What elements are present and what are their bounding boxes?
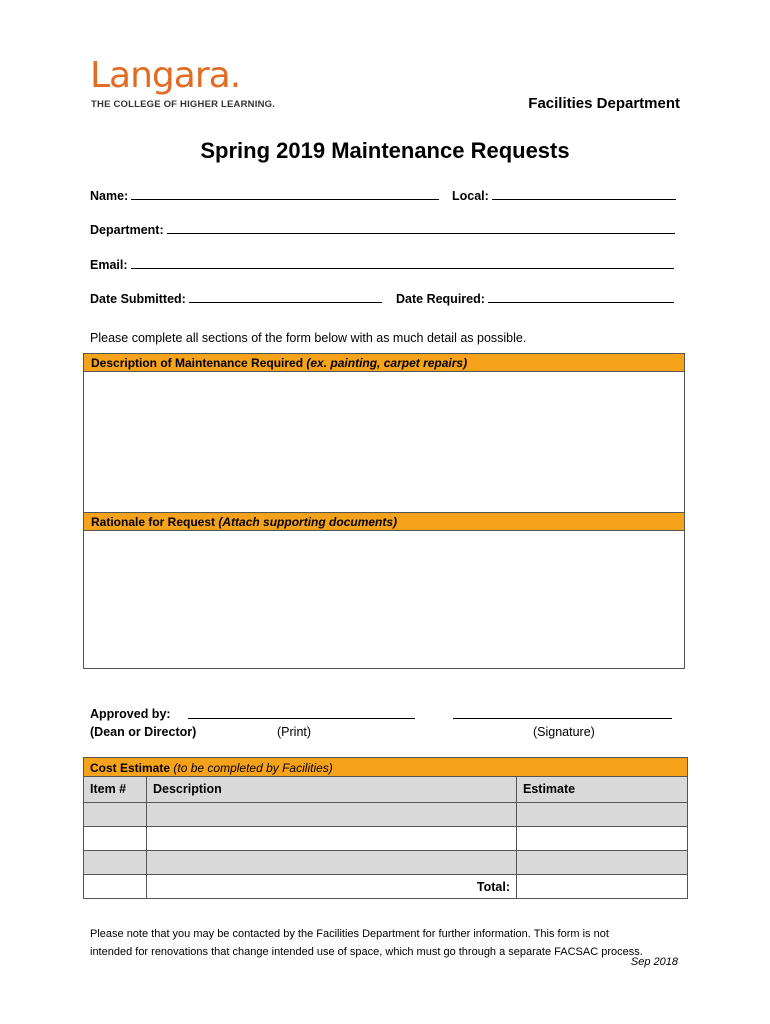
rationale-label: Rationale for Request [91,515,216,529]
item-cell[interactable] [84,851,147,875]
name-label: Name: [90,189,129,203]
langara-logo: Langara. [90,55,241,96]
rationale-section [83,512,685,669]
item-cell [84,875,147,899]
total-row [84,875,688,899]
description-section [83,353,685,513]
date-submitted-row [90,291,382,306]
date-required-field[interactable] [488,291,674,303]
logo-tagline: THE COLLEGE OF HIGHER LEARNING. [91,99,276,110]
department-field[interactable] [167,222,675,234]
email-row [90,257,674,272]
cost-estimate-table [83,757,687,899]
name-row [90,188,439,203]
email-label: Email: [90,258,128,272]
name-field[interactable] [131,188,439,200]
footer-note-line1: Please note that you may be contacted by the Facilities Department for further information. This form is not [90,928,609,940]
description-hint: (ex. painting, carpet repairs) [306,356,468,370]
description-cell[interactable] [147,827,517,851]
local-field[interactable] [492,188,676,200]
email-field[interactable] [131,257,674,269]
approver-role-label: (Dean or Director) [90,725,197,739]
print-caption: (Print) [277,725,312,739]
estimate-cell[interactable] [517,851,688,875]
table-row [84,851,688,875]
item-cell[interactable] [84,827,147,851]
instructions-text: Please complete all sections of the form below with as much detail as possible. [90,331,527,345]
col-header-item: Item # [84,777,147,803]
description-label: Description of Maintenance Required [91,356,304,370]
footer-note-line2: intended for renovations that change intended use of space, which must go through a separate FACSAC process. [90,946,643,958]
estimate-cell[interactable] [517,803,688,827]
item-cell[interactable] [84,803,147,827]
rationale-header [84,513,684,531]
revision-date: Sep 2018 [630,956,678,968]
signature-caption: (Signature) [533,725,595,739]
col-header-description: Description [147,777,517,803]
description-header [84,354,684,372]
table-row [84,827,688,851]
signature-line[interactable] [453,718,672,719]
total-label: Total: [147,875,517,899]
print-name-line[interactable] [188,718,415,719]
description-input-area[interactable] [84,372,684,512]
cost-estimate-hint: (to be completed by Facilities) [173,760,333,775]
description-cell[interactable] [147,803,517,827]
cost-estimate-title: Cost Estimate [90,760,171,775]
estimate-cell[interactable] [517,827,688,851]
table-row [84,803,688,827]
total-estimate-cell[interactable] [517,875,688,899]
description-cell[interactable] [147,851,517,875]
date-required-label: Date Required: [396,292,485,306]
local-label: Local: [452,189,489,203]
cost-estimate-header [84,758,688,777]
department-label: Department: [90,223,164,237]
approved-by-label: Approved by: [90,707,171,721]
local-row [452,188,676,203]
department-row [90,222,675,237]
form-title: Spring 2019 Maintenance Requests [200,138,570,163]
date-submitted-field[interactable] [189,291,382,303]
date-submitted-label: Date Submitted: [90,292,186,306]
rationale-hint: (Attach supporting documents) [218,515,398,529]
department-heading: Facilities Department [528,95,680,112]
rationale-input-area[interactable] [84,531,684,668]
footer-note [90,925,690,961]
date-required-row [396,291,674,306]
col-header-estimate: Estimate [517,777,688,803]
